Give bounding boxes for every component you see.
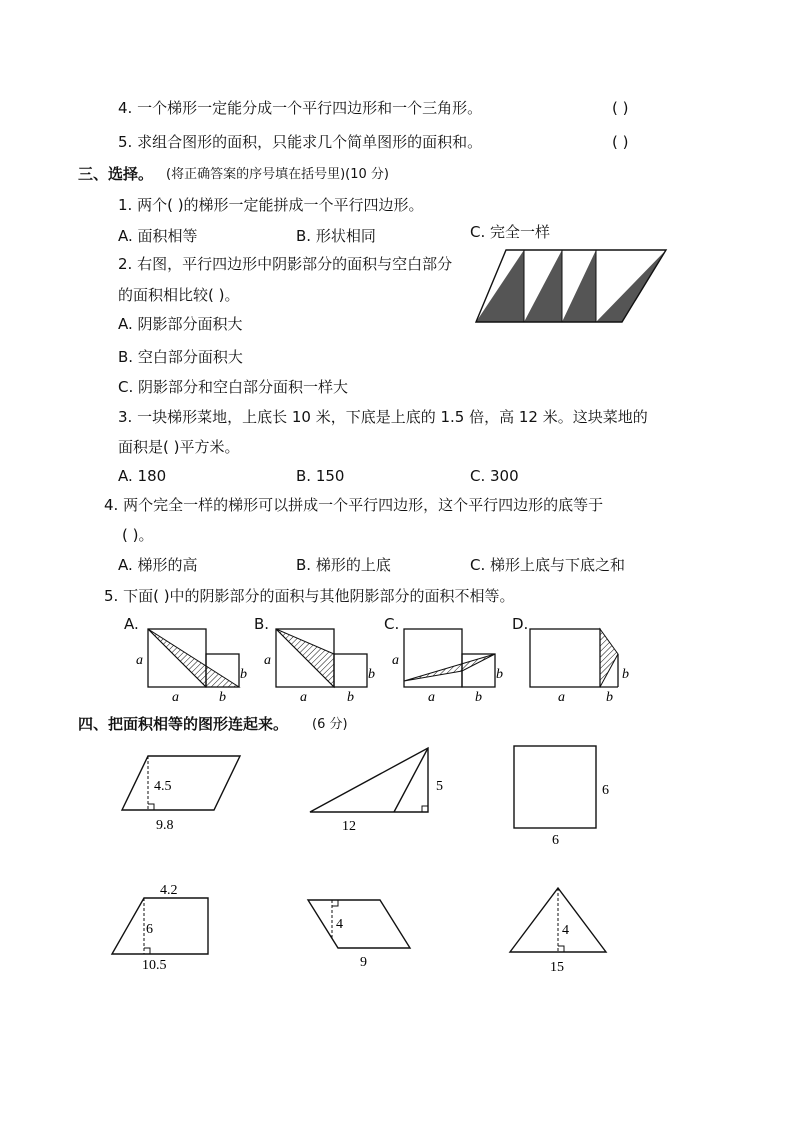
figure-d-var-b-side: b [622,667,629,682]
match-4-top-label: 4.2 [160,883,178,898]
judge-q5-answer-paren[interactable]: ( ) [612,133,629,151]
judge-q5: 5. 求组合图形的面积，只能求几个简单图形的面积和。 [118,133,483,151]
match-6-height-label: 4 [562,923,569,938]
choice-q2-stem-line2: 的面积相比较( )。 [118,286,240,304]
figure-b-var-b-side: b [368,667,375,682]
choice-q4-option-a[interactable]: A. 梯形的高 [118,556,198,574]
choice-q4-stem-line2: ( )。 [122,526,154,544]
choice-q5-option-c[interactable]: C. [384,615,400,633]
match-5-height-label: 4 [336,917,343,932]
choice-q1-stem: 1. 两个( )的梯形一定能拼成一个平行四边形。 [118,196,424,214]
match-3-side-label: 6 [602,783,609,798]
choice-q5-stem: 5. 下面( )中的阴影部分的面积与其他阴影部分的面积不相等。 [104,587,515,605]
section-three-title: 三、选择。 [78,165,154,183]
choice-q2-stem-line1: 2. 右图，平行四边形中阴影部分的面积与空白部分 [118,255,453,273]
shaded-triangle-3 [562,250,596,322]
judge-q4: 4. 一个梯形一定能分成一个平行四边形和一个三角形。 [118,99,483,117]
figure-d-var-b-base: b [606,690,613,705]
match-1-height-label: 4.5 [154,779,172,794]
choice-q3-option-b[interactable]: B. 150 [296,467,345,485]
figure-c-var-b-base: b [475,690,482,705]
choice-q3-option-a[interactable]: A. 180 [118,467,167,485]
shaded-triangle-1 [476,250,524,322]
match-trapezoid[interactable] [108,880,218,972]
match-4-base-label: 10.5 [142,958,167,973]
choice-q4-stem-line1: 4. 两个完全一样的梯形可以拼成一个平行四边形，这个平行四边形的底等于 [104,496,604,514]
figure-c-var-b-side: b [496,667,503,682]
section-three-note: (将正确答案的序号填在括号里)(10 分) [166,167,389,182]
judge-q4-answer-paren[interactable]: ( ) [612,99,629,117]
figure-b-var-a-base: a [300,690,307,705]
choice-q2-option-b[interactable]: B. 空白部分面积大 [118,348,243,366]
figure-c [392,626,502,704]
choice-q5-option-d[interactable]: D. [512,615,529,633]
figure-d-var-a-base: a [558,690,565,705]
figure-a-var-a-side: a [136,653,143,668]
match-2-height-label: 5 [436,779,443,794]
match-triangle-1[interactable] [306,744,456,836]
choice-q3-stem-line2: 面积是( )平方米。 [118,438,240,456]
match-5-base-label: 9 [360,955,367,970]
choice-q1-option-b[interactable]: B. 形状相同 [296,227,376,245]
choice-q2-option-c[interactable]: C. 阴影部分和空白部分面积一样大 [118,378,349,396]
choice-q5-option-b[interactable]: B. [254,615,270,633]
match-parallelogram-2[interactable] [304,896,418,972]
choice-q3-option-c[interactable]: C. 300 [470,467,519,485]
section-four-title: 四、把面积相等的图形连起来。 [78,715,289,733]
match-1-base-label: 9.8 [156,818,174,833]
choice-q2-option-a[interactable]: A. 阴影部分面积大 [118,315,243,333]
figure-b-var-a-side: a [264,653,271,668]
parallelogram-shaded-figure [476,247,676,325]
match-6-base-label: 15 [550,960,564,975]
choice-q1-option-c[interactable]: C. 完全一样 [470,223,551,241]
figure-c-var-a-base: a [428,690,435,705]
figure-b [264,626,374,704]
choice-q1-option-a[interactable]: A. 面积相等 [118,227,198,245]
figure-a-var-b-base: b [219,690,226,705]
figure-a-var-a-base: a [172,690,179,705]
match-triangle-2[interactable] [506,884,612,976]
choice-q3-stem-line1: 3. 一块梯形菜地，上底长 10 米，下底是上底的 1.5 倍，高 12 米。这块菜地的 [118,408,648,426]
shaded-triangle-4 [596,250,666,322]
choice-q5-option-a[interactable]: A. [124,615,139,633]
figure-c-var-a-side: a [392,653,399,668]
match-4-height-label: 6 [146,922,153,937]
figure-b-var-b-base: b [347,690,354,705]
choice-q4-option-b[interactable]: B. 梯形的上底 [296,556,391,574]
match-square[interactable] [510,742,620,848]
figure-a [136,626,246,704]
shaded-triangle-2 [524,250,562,322]
match-parallelogram-1[interactable] [118,752,248,834]
figure-a-var-b-side: b [240,667,247,682]
section-four-note: (6 分) [312,717,348,732]
choice-q4-option-c[interactable]: C. 梯形上底与下底之和 [470,556,626,574]
figure-d [518,626,638,704]
match-2-base-label: 12 [342,819,356,834]
match-3-base-label: 6 [552,833,559,848]
